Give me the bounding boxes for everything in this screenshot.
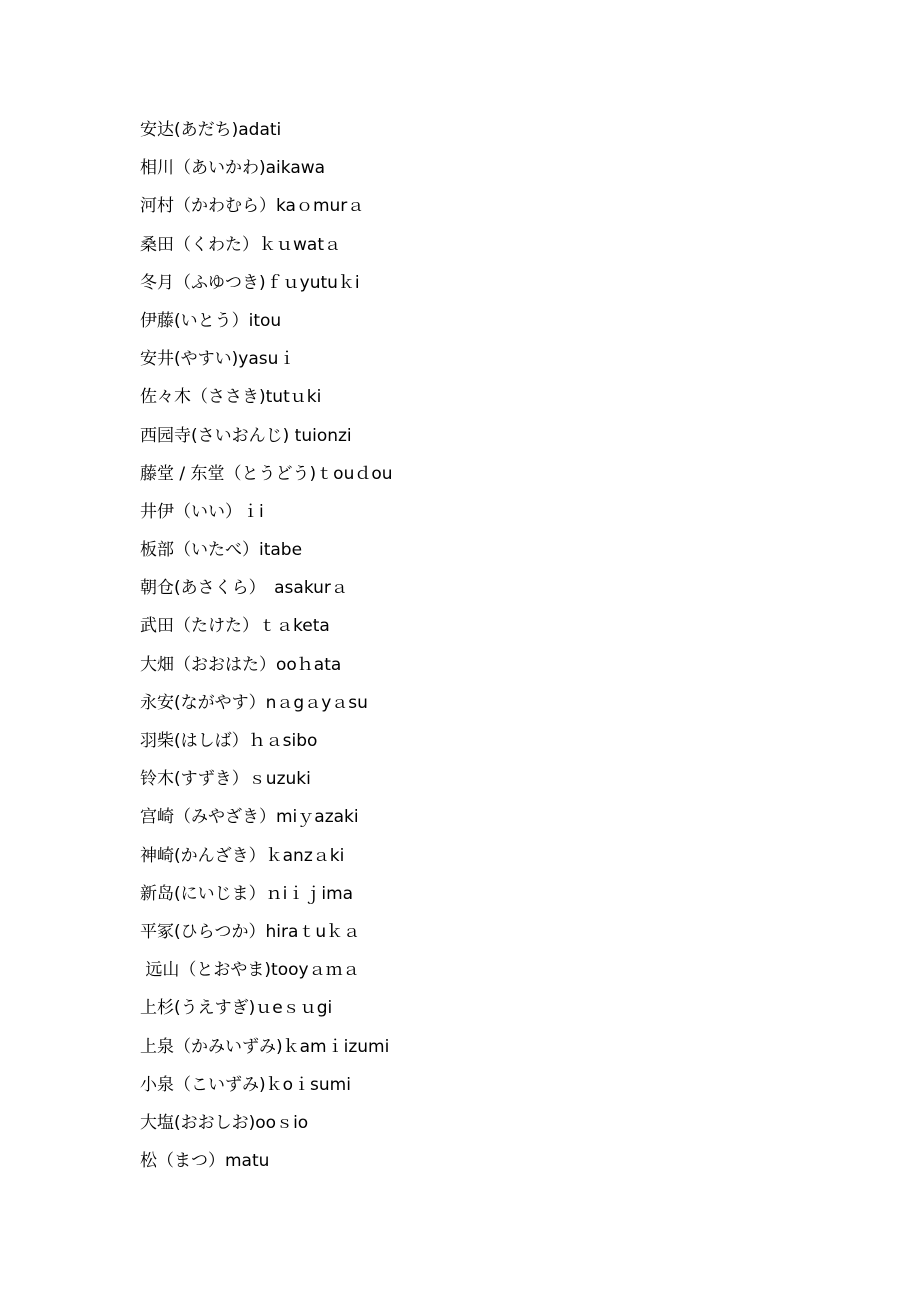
name-line: 远山（とおやま)tooyａｍａ <box>140 960 360 981</box>
name-line: 平冢(ひらつか）hiraｔuｋａ <box>140 921 361 942</box>
name-line: 大塩(おおしお)ooｓio <box>140 1112 309 1133</box>
name-line: 上泉（かみいずみ)ｋamｉizumi <box>140 1036 390 1057</box>
name-line: 朝仓(あさくら） asakurａ <box>140 578 348 599</box>
name-line: 佐々木（ささき)tutｕki <box>140 387 322 408</box>
name-line: 大畑（おおはた）ooｈata <box>140 654 342 675</box>
name-line: 安达(あだち)adati <box>140 120 282 140</box>
name-line: 永安(ながやす）nａgａyａsu <box>140 692 368 713</box>
name-line: 铃木(すずき）ｓuzuki <box>140 769 311 790</box>
name-line: 冬月（ふゆつき)ｆｕyutuｋi <box>140 272 360 293</box>
name-line: 宫崎（みやざき）miｙazaki <box>140 807 359 828</box>
name-line: 小泉（こいずみ)ｋoｉsumi <box>140 1074 351 1095</box>
name-line: 桑田（くわた）ｋｕwatａ <box>140 234 341 255</box>
name-line: 河村（かわむら）kaｏmurａ <box>140 196 365 217</box>
name-line: 神崎(かんざき）ｋanzａki <box>140 845 345 866</box>
name-line: 武田（たけた）ｔａketa <box>140 616 330 637</box>
name-line: 新岛(にいじま）ｎiｉｊima <box>140 883 354 904</box>
name-line: 松（まつ）matu <box>140 1151 270 1172</box>
name-line: 上杉(うえすぎ)ｕeｓｕgi <box>140 998 333 1019</box>
name-line: 藤堂 / 东堂（とうどう)ｔouｄou <box>140 463 393 484</box>
name-line: 羽柴(はしば）ｈａsibo <box>140 731 318 751</box>
name-line: 板部（いたべ）itabe <box>140 540 303 561</box>
name-line: 相川（あいかわ)aikawa <box>140 158 326 179</box>
name-line: 西园寺(さいおんじ) tuionzi <box>140 425 352 446</box>
name-line: 伊藤(いとう）itou <box>140 310 282 331</box>
name-line: 安井(やすい)yasuｉ <box>140 349 296 370</box>
name-list <box>140 117 393 1186</box>
name-line: 井伊（いい）ｉi <box>140 501 264 522</box>
